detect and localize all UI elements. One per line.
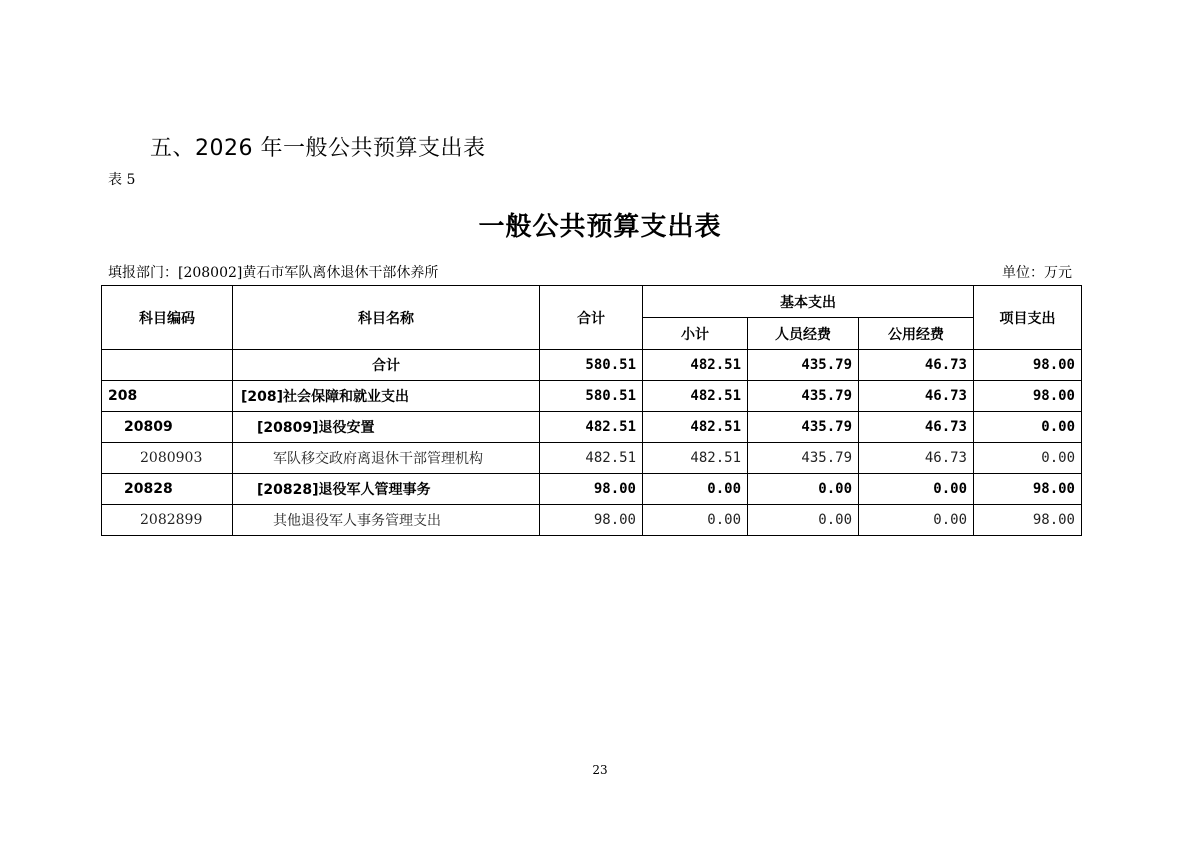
table-row bbox=[102, 474, 1082, 505]
table-number: 表 5 bbox=[108, 172, 136, 188]
header-name: 科目名称 bbox=[233, 286, 540, 350]
cell-personnel: 435.79 bbox=[748, 443, 859, 474]
department-label: 填报部门：[208002]黄石市军队离休退休干部休养所 bbox=[108, 265, 439, 281]
table-row bbox=[102, 443, 1082, 474]
cell-public: 46.73 bbox=[859, 443, 974, 474]
cell-name: [208]社会保障和就业支出 bbox=[233, 381, 540, 412]
cell-personnel: 435.79 bbox=[748, 412, 859, 443]
cell-name: [20828]退役军人管理事务 bbox=[233, 474, 540, 505]
table-row bbox=[102, 505, 1082, 536]
header-total: 合计 bbox=[540, 286, 643, 350]
cell-total: 580.51 bbox=[540, 350, 643, 381]
cell-total: 482.51 bbox=[540, 443, 643, 474]
cell-name: 军队移交政府离退休干部管理机构 bbox=[233, 443, 540, 474]
page-number: 23 bbox=[592, 763, 608, 777]
cell-personnel: 435.79 bbox=[748, 350, 859, 381]
cell-total: 580.51 bbox=[540, 381, 643, 412]
cell-total: 98.00 bbox=[540, 505, 643, 536]
cell-public: 0.00 bbox=[859, 474, 974, 505]
cell-public: 46.73 bbox=[859, 350, 974, 381]
cell-code: 208 bbox=[102, 381, 233, 412]
cell-code: 2080903 bbox=[102, 443, 233, 474]
cell-name: 其他退役军人事务管理支出 bbox=[233, 505, 540, 536]
cell-project: 0.00 bbox=[974, 443, 1082, 474]
cell-project: 98.00 bbox=[974, 505, 1082, 536]
header-code: 科目编码 bbox=[102, 286, 233, 350]
cell-total: 98.00 bbox=[540, 474, 643, 505]
cell-subtotal: 482.51 bbox=[643, 350, 748, 381]
cell-subtotal: 482.51 bbox=[643, 412, 748, 443]
cell-code: 20828 bbox=[102, 474, 233, 505]
cell-public: 0.00 bbox=[859, 505, 974, 536]
cell-personnel: 0.00 bbox=[748, 505, 859, 536]
cell-personnel: 435.79 bbox=[748, 381, 859, 412]
budget-table bbox=[101, 285, 1082, 536]
cell-project: 98.00 bbox=[974, 474, 1082, 505]
section-title: 五、2026 年一般公共预算支出表 bbox=[150, 136, 486, 161]
table-row bbox=[102, 412, 1082, 443]
cell-subtotal: 0.00 bbox=[643, 474, 748, 505]
cell-project: 98.00 bbox=[974, 350, 1082, 381]
cell-subtotal: 482.51 bbox=[643, 381, 748, 412]
cell-code: 2082899 bbox=[102, 505, 233, 536]
header-subtotal: 小计 bbox=[643, 318, 748, 350]
cell-code: 20809 bbox=[102, 412, 233, 443]
cell-project: 98.00 bbox=[974, 381, 1082, 412]
cell-name: 合计 bbox=[233, 350, 540, 381]
cell-project: 0.00 bbox=[974, 412, 1082, 443]
header-personnel: 人员经费 bbox=[748, 318, 859, 350]
cell-total: 482.51 bbox=[540, 412, 643, 443]
page-title: 一般公共预算支出表 bbox=[478, 212, 722, 242]
cell-code bbox=[102, 350, 233, 381]
cell-public: 46.73 bbox=[859, 381, 974, 412]
cell-subtotal: 0.00 bbox=[643, 505, 748, 536]
cell-name: [20809]退役安置 bbox=[233, 412, 540, 443]
unit-label: 单位：万元 bbox=[1002, 265, 1072, 281]
header-basic: 基本支出 bbox=[643, 286, 974, 318]
cell-personnel: 0.00 bbox=[748, 474, 859, 505]
table-row-total bbox=[102, 350, 1082, 381]
cell-public: 46.73 bbox=[859, 412, 974, 443]
table-row bbox=[102, 381, 1082, 412]
header-project: 项目支出 bbox=[974, 286, 1082, 350]
header-public: 公用经费 bbox=[859, 318, 974, 350]
cell-subtotal: 482.51 bbox=[643, 443, 748, 474]
